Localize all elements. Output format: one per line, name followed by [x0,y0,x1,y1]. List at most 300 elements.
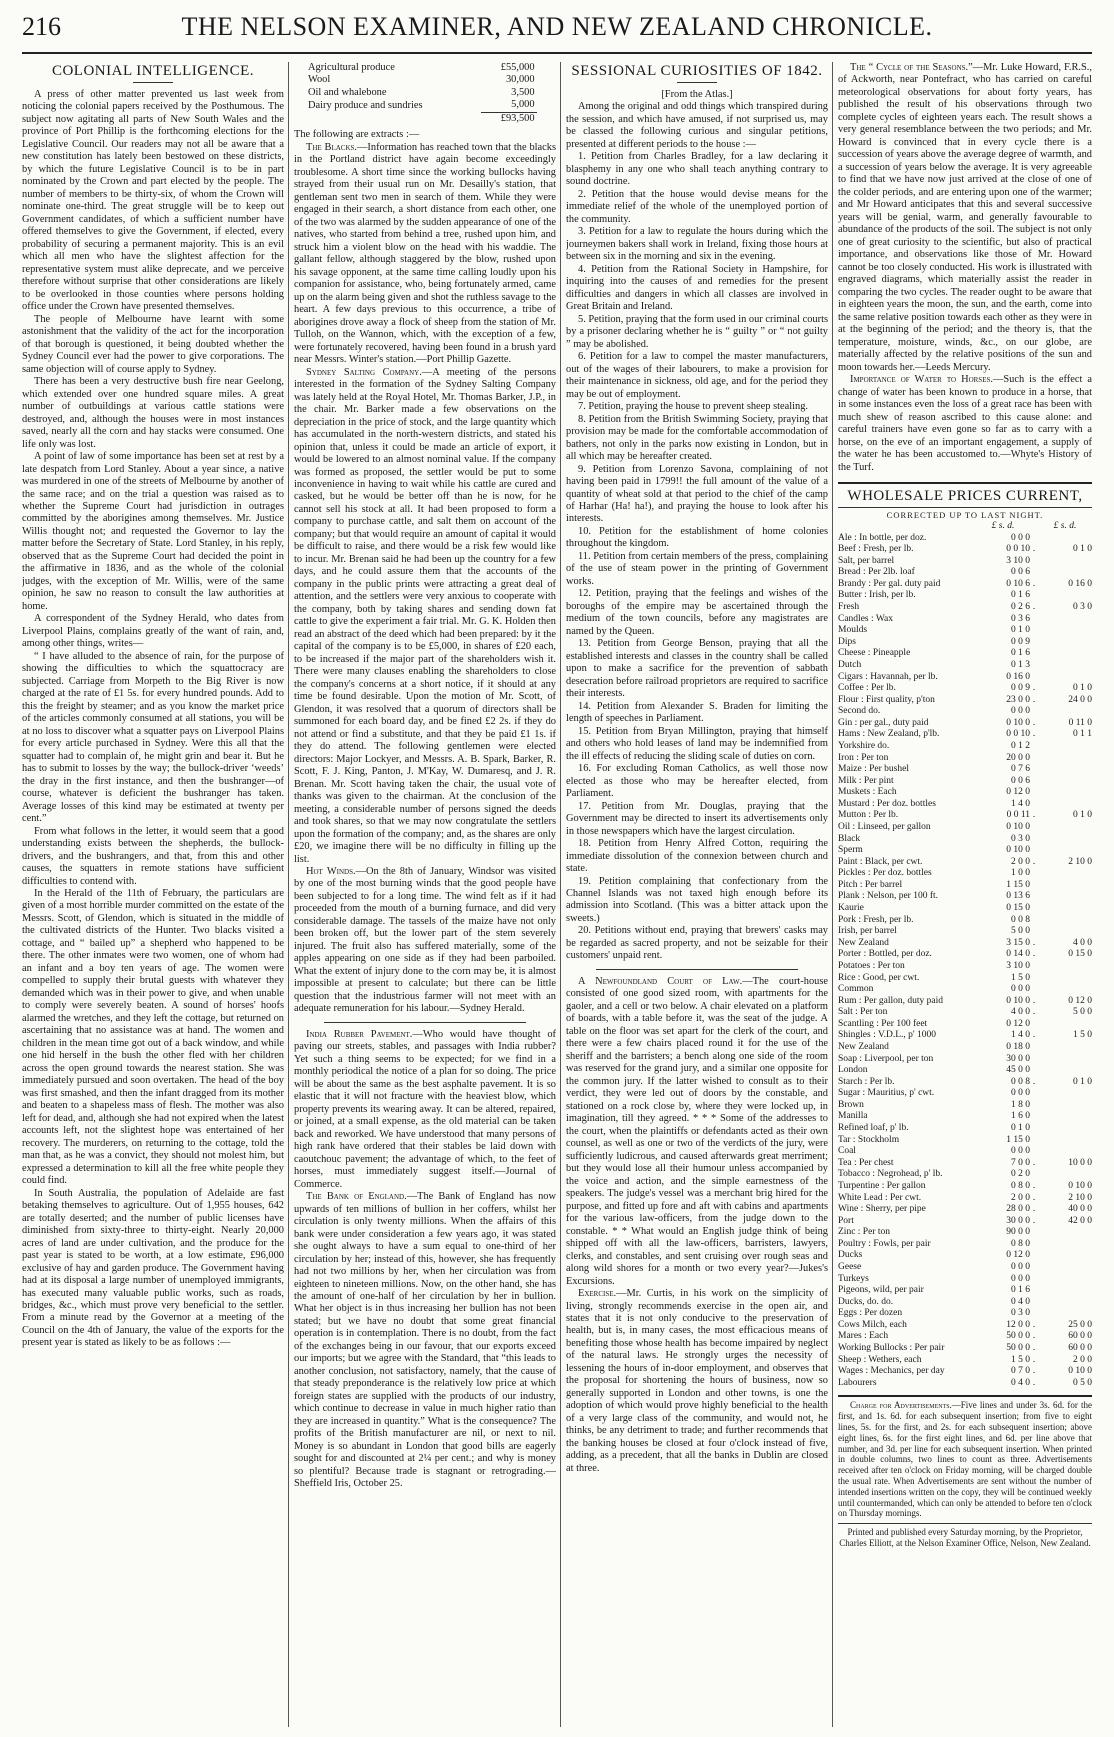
price-high: 2 10 0 [1068,856,1092,867]
price-low: 0 0 9 [1011,636,1030,647]
price-high [1038,891,1092,903]
price-row [838,556,1092,568]
price-high [1038,533,1092,545]
price-low: 3 10 0 [1006,555,1030,566]
price-high: 2 0 0 [1073,1354,1092,1365]
exports-item: Wool [308,74,331,86]
article-text: —The court-house consisted of one good sized room, with apartments for the gaoler, and a cell or two below. A chair elevated on a platform of boards, with a table before it, was the seat of the judge. A table on the floor was set apart for the clerk of the court, and there were a few chairs placed round it for the use of the sheriff and the barristers; a bench along one side of the room was reserved for the grand jury, and a similar one opposite for the common jury. If the latter wished to consult as to their verdict, they were led out of doors by the constable, and stationed on a rock close by, where they were locked up, in imagination, till they agreed. * * * Some of the addresses to the court, when the plaintiffs or defendants acted as their own counsel, as well as one or two of the verdicts of the jury, were sufficiently ludicrous, and caused afterwards great merriment; but they would lose all their humour unless accompanied by the voice and action, and the simple earnestness of the speakers. The judge's vessel was a merchant brig hired for the purpose, and fitted up fore and aft with cabins and apartments for the various law-officers, from the judge down to the constable. * * What would an English judge think of being shipped off with all the law-officers, barristers, lawyers, clerks, and constables, and sent cruising over rough seas and along wild shores for a month or two every year?—Jukes's Excursions. [566,975,828,1287]
price-item: Starch : Per lb. [838,1076,895,1087]
price-high [1038,741,1092,753]
price-high [1038,1065,1092,1077]
price-high [1038,903,1092,915]
price-high [1038,1169,1092,1181]
price-row [838,544,1092,556]
petitions-list [566,151,828,962]
price-row [838,625,1092,637]
exports-value: 30,000 [505,74,535,86]
price-high [1038,614,1092,626]
price-high [1038,984,1092,996]
exports-total: £93,500 [481,112,537,125]
price-separator [1030,1250,1038,1262]
petition-item: 12. Petition, praying that the feelings and wishes of the boroughs of the empire may be ascertained through the medium of the town councils, before any magistrates are named by the Queen. [566,588,828,637]
price-row [838,1135,1092,1147]
column-colonial-intelligence [22,62,284,1727]
petition-item: 7. Petition, praying the house to prevent sheep stealing. [578,401,808,413]
price-low: 45 0 0 [1006,1065,1030,1076]
petition-item: 6. Petition for a law to compel the master manufacturers, out of the wages of their labourers, to make a provision for their maintenance in sickness, old age, and for the period they may be out of employment. [566,351,828,400]
price-row [838,1308,1092,1320]
price-separator [1030,961,1038,973]
price-high: 0 11 0 [1068,717,1092,728]
price-separator [1030,891,1038,903]
price-low: 0 1 2 [1011,740,1030,751]
price-low: 0 4 0 [1011,1296,1030,1307]
price-high [1038,915,1092,927]
price-separator: . [1032,602,1036,613]
price-row [838,1088,1092,1100]
price-row [838,799,1092,811]
price-high [1038,1285,1092,1297]
price-high: 60 0 0 [1068,1343,1092,1354]
price-high [1038,764,1092,776]
price-item: Muskets : Each [838,787,897,798]
prices-title: WHOLESALE PRICES CURRENT, [838,487,1092,508]
price-high: 24 0 0 [1068,694,1092,705]
prices-header-units: £ s. d. [991,521,1015,532]
price-separator [1030,1100,1038,1112]
price-row [838,741,1092,753]
price-high [1038,1135,1092,1147]
masthead [22,12,1092,54]
exports-item: Oil and whalebone [308,86,387,98]
price-row [838,1054,1092,1066]
price-item: Zinc : Per ton [838,1227,890,1238]
price-high: 0 1 0 [1073,1076,1092,1087]
price-item: Poultry : Fowls, per pair [838,1238,931,1249]
price-separator [1030,1111,1038,1123]
price-high [1038,926,1092,938]
price-separator [1030,1227,1038,1239]
column-prices [838,62,1092,1727]
article-text: —Who would have thought of paving our streets, stables, and passages with India rubber? Yet such a thing seems to be expected; for we find in a monthly periodical the notice of a plan for so doing. The price will be about the same as the best asphalte pavement. It is so elastic that it will not fracture with the heaviest blow, which property prevents its wearing away. It can be altered, repaired, or joined, at a small expense, as the old material can be taken back and reworked. We have understood that many persons of high rank have ordered that their stables be laid down with caoutchouc pavement; the advantage of which, to the feet of horses, must immediately suggest itself.—Journal of Commerce. [294,1028,556,1190]
petition-item: 16. For excluding Roman Catholics, as well those now elected as those who may be hereafter elected, from Parliament. [566,763,828,800]
price-row [838,764,1092,776]
article-title: Hot Winds. [306,866,356,877]
price-low: 0 13 6 [1006,891,1030,902]
price-item: Coal [838,1146,856,1157]
price-separator: . [1032,856,1036,867]
price-separator: . [1032,717,1036,728]
price-row [838,834,1092,846]
price-separator [1030,1239,1038,1251]
price-low: 0 0 0 [1011,706,1030,717]
price-low: 0 1 6 [1011,590,1030,601]
price-low: 2 0 0 [1011,1192,1030,1203]
price-separator [1030,1169,1038,1181]
price-row [838,660,1092,672]
price-separator [1030,590,1038,602]
price-separator [1030,648,1038,660]
price-separator [1030,834,1038,846]
article-intro: Among the original and odd things which transpired during the session, and which have amused, if not surprised us, may be classed the following curious and singular petitions, presented at different periods to the house :— [566,101,828,150]
price-item: Working Bullocks : Per pair [838,1343,945,1354]
petition-item: 4. Petition from the Rational Society in Hampshire, for inquiring into the causes of and remedies for the present difficulties and dangers in which all classes are involved in Great Britain and Ireland. [566,263,828,313]
price-high: 0 5 0 [1073,1377,1092,1388]
price-item: Fresh [838,602,860,613]
imprint: Printed and published every Saturday morning, by the Proprietor, Charles Elliott, at the Nelson Examiner Office, Nelson, New Zealand. [838,1523,1092,1549]
price-row [838,915,1092,927]
price-high: 5 0 0 [1073,1007,1092,1018]
price-item: Turkeys [838,1273,869,1284]
price-separator [1030,1274,1038,1286]
price-row [838,1204,1092,1216]
price-high [1038,590,1092,602]
extracts-list [294,142,556,1491]
price-row [838,1007,1092,1019]
petition-item: 10. Petition for the establishment of home colonies throughout the kingdom. [566,525,828,550]
article-title: The “ Cycle of the Seasons.” [850,62,973,73]
price-low: 1 4 0 [1011,1030,1030,1041]
price-item: Paint : Black, per cwt. [838,856,923,867]
price-row [838,672,1092,684]
column-rule [832,62,833,1727]
price-row [838,1378,1092,1390]
advertisement-notice [838,1400,1092,1519]
article-source: [From the Atlas.] [661,89,733,100]
price-separator: . [1032,810,1036,821]
paragraph: In the Herald of the 11th of February, the particulars are given of a most horrible murder committed on the estate of the Messrs. Scott, of Glendon, which is situated in the middle of the cultivated districts of the Hunter. Two blacks visited a cottage, and “ bailed up” a shepherd who happened to be there. The other inmates were two women, one of whom had an infant and a boy ten years of age. The women were compelled to supply their brutal guests with whatever they demanded which was in their power to give, and when unable to comply were severely beaten. A sound of horses' hoofs alarmed the wretches, and they left the cottage, but returned on ascertaining that no assistance was at hand. The women and children in the mean time got out of a back window, and while one hid herself in the bush the other fled with her children across the open ground towards the nearest station. She was immediately pursued and soon overtaken. The head of the boy was first smashed, and then the infant dragged from its mother and beaten to a shapeless mass of flesh. The mother was also left for dead, and, although she had not expired when the latest accounts left, not the slightest hope was entertained of her recovery. The murderers, on returning to the cottage, told the man that, as he was a convict, they should not molest him, but expressed a determination to kill all the free white people they could find. [22,888,284,1187]
price-item: Brandy : Per gal. duty paid [838,578,941,589]
price-separator [1030,903,1038,915]
notice-rule [838,1395,1092,1397]
price-separator [1030,1065,1038,1077]
price-item: Plank : Nelson, per 100 ft. [838,891,939,902]
price-separator [1030,1297,1038,1309]
price-high [1038,637,1092,649]
price-item: Tobacco : Negrohead, p' lb. [838,1169,943,1180]
price-row [838,1019,1092,1031]
price-item: New Zealand [838,1042,889,1052]
price-high: 0 3 0 [1073,602,1092,613]
newfoundland-article [566,976,828,1288]
exports-row [306,62,537,74]
price-row [838,996,1092,1008]
price-high [1038,648,1092,660]
price-row [838,1181,1092,1193]
price-low: 0 0 9 [1011,683,1030,694]
price-row [838,787,1092,799]
price-low: 0 10 0 [1006,717,1030,728]
price-row [838,1065,1092,1077]
price-item: Ducks, do. do. [838,1296,894,1307]
price-item: Black [838,833,861,844]
paragraph: “ I have alluded to the absence of rain, for the purpose of showing the difficulties to which the squattocracy are subjected. Carriage from Morpeth to the Big River is now charged at the rate of £1 5s. for every hundred pounds. Add to this the freight by steamer; and as you know the market price of the articles commonly consumed at all stations, you will be at no loss to discover what a squatter pays on Liverpool Plains for every article purchased in Sydney. Were this all that the squatter had to complain of, he might grin and bear it. But he has to submit to losses by the way; the bullock-driver ‘weeds’ the dray in the first instance, and then the bushranger—of course, whatever is deficient the bushranger has taken. Average losses of this kind may be estimated at twenty per cent.” [22,650,284,825]
price-row [838,880,1092,892]
price-high [1038,973,1092,985]
price-row [838,718,1092,730]
price-row [838,822,1092,834]
price-item: Wine : Sherry, per pipe [838,1204,926,1215]
price-row [838,1146,1092,1158]
price-low: 0 0 0 [1011,1273,1030,1284]
price-separator: . [1032,949,1036,960]
price-low: 0 1 6 [1011,1285,1030,1296]
price-low: 0 10 6 [1006,578,1030,589]
price-high [1038,1239,1092,1251]
article-title: India Rubber Pavement. [306,1028,413,1040]
price-low: 0 3 6 [1011,613,1030,624]
price-item: Beef : Fresh, per lb. [838,544,914,555]
price-row [838,1355,1092,1367]
price-low: 0 12 0 [1006,1250,1030,1261]
price-low: 4 0 0 [1011,1007,1030,1018]
price-item: Coffee : Per lb. [838,683,896,694]
price-item: Ducks [838,1250,863,1261]
price-row [838,1158,1092,1170]
price-separator [1030,787,1038,799]
price-low: 20 0 0 [1006,752,1030,763]
price-item: Flour : First quality, p'ton [838,694,935,705]
price-separator [1030,614,1038,626]
price-high [1038,706,1092,718]
article-text: —On the 8th of January, Windsor was visited by one of the most burning winds that the good people have been subjected to for a long time. The wind felt as if it had proceeded from the mouth of a burning furnace, and did very considerable damage. The tassels of the maize have not only been broken off, but the lower part of the stem severely injured. The fruit also has suffered materially, some of the apples appearing on one side as if they had been parboiled. What the extent of injury done to the corn may be, it is almost impossible at present to calculate; but there can be little question that the industrious farmer will not meet with an adequate remuneration for his labour.—Sydney Herald. [294,866,556,1015]
price-row [838,926,1092,938]
petition-item: 14. Petition from Alexander S. Braden for limiting the length of speeches in Parliament. [566,700,828,725]
price-row [838,648,1092,660]
price-item: Labourers [838,1377,877,1388]
article-separator [324,1022,526,1023]
price-low: 0 0 10 [1006,729,1030,740]
price-low: 0 0 6 [1011,775,1030,786]
price-high: 4 0 0 [1073,937,1092,948]
exercise-article [566,1288,828,1475]
price-item: Pork : Fresh, per lb. [838,914,914,925]
article-text: —Information has reached town that the blacks in the Portland district have again become exceedingly troublesome. A short time since the working bullocks having strayed from their usual run on Mr. Desailly's station, that gentleman sent two men in search of them. While they were engaged in their search, a short distance from each other, one of the two was alarmed by the sudden appearance of one of the natives, who started from behind a tree, rushed upon him, and struck him a violent blow on the head with his waddie. The gallant fellow, although staggered by the blow, rushed upon his savage opponent, at the same time calling loudly upon his companion for assistance, who, being fortunately armed, came up on the alarm being given and shot the ruthless savage to the heart. A few days previous to this occurrence, a tribe of aborigines drove away a flock of sheep from the station of Mr. Tulloh, on the Wannon, which, with the exception of a few, were fortunately recovered, having been found in a brush yard near Messrs. Winter's station.—Port Phillip Gazette. [294,141,556,366]
price-item: Rum : Per gallon, duty paid [838,995,944,1006]
price-separator [1030,637,1038,649]
price-high [1038,625,1092,637]
price-item: Butter : Irish, per lb. [838,590,916,601]
price-low: 0 1 3 [1011,659,1030,670]
prices-subtitle: CORRECTED UP TO LAST NIGHT. [886,509,1044,520]
price-item: Tea : Per chest [838,1157,894,1168]
price-high [1038,1274,1092,1286]
price-low: 28 0 0 [1006,1204,1030,1215]
price-low: 5 0 0 [1011,926,1030,937]
price-low: 0 18 0 [1006,1042,1030,1052]
price-high [1038,1308,1092,1320]
price-row [838,1111,1092,1123]
price-row [838,602,1092,614]
price-row [838,1366,1092,1378]
price-high [1038,961,1092,973]
price-row [838,1343,1092,1355]
price-high [1038,834,1092,846]
price-row [838,729,1092,741]
price-low: 1 4 0 [1011,798,1030,809]
price-separator [1030,706,1038,718]
article-text: —Mr. Luke Howard, F.R.S., of Ackworth, near Pontefract, who has carried on careful meteorological observations for about forty years, has published the result of his observations through two complete cycles of eighteen years each. The result shows a very general resemblance between the two periods; and Mr. Howard is convinced that in every cycle there is a succession of years above the average degree of warmth, and a succession of years below the average. It is very agreeable to find that we have now just arrived at the close of one of the colder periods, and are entering upon one of the warmer; and Mr Howard anticipates that this and several successive years will be genial, warm, and generally favourable to abundance of the products of the soil. The subject is not only one of great curiosity to the scientific, but also of practical importance, and observations like those of Mr. Howard cannot be too closely conducted. His work is illustrated with engraved diagrams, which materially assist the reader in comparing the two cycles. The reader ought to be aware that in eighteen years the moon, the sun, and the earth, come into the same relative position towards each other as they were in at the beginning of the period; and the theory is, that the temperature, moisture, winds, &c., on our globe, are materially affected by the relative positions of the sun and moon towards her.—Leeds Mercury. [838,62,1092,373]
price-low: 0 4 0 [1011,1377,1030,1388]
price-item: Mares : Each [838,1331,889,1342]
price-row [838,706,1092,718]
price-row [838,695,1092,707]
price-low: 0 0 10 [1006,544,1030,555]
price-item: Maize : Per bushel [838,764,909,775]
price-low: 1 15 0 [1006,1134,1030,1145]
price-row [838,949,1092,961]
petition-item: 9. Petition from Lorenzo Savona, complaining of not having been paid in 1799!! the full amount of the value of a quantity of wheat sold at that period to the chief of the camp of Harhar (Ha! ha!), and praying the house to look after his interests. [566,463,828,525]
price-separator [1030,741,1038,753]
price-low: 0 7 6 [1011,764,1030,775]
extract-article [294,1029,556,1191]
price-row [838,1193,1092,1205]
price-row [838,1331,1092,1343]
price-low: 0 12 0 [1006,787,1030,798]
price-separator: . [1032,694,1036,705]
extract-article [294,142,556,367]
price-low: 0 0 0 [1011,984,1030,995]
exports-total-row [306,112,537,125]
heading-rule [677,82,717,83]
price-item: Scantling : Per 100 feet [838,1018,928,1029]
price-low: 3 15 0 [1006,937,1030,948]
price-row [838,1216,1092,1228]
price-item: Yorkshire do. [838,740,890,751]
price-high [1038,880,1092,892]
price-item: White Lead : Per cwt. [838,1192,922,1203]
price-row [838,1285,1092,1297]
price-high [1038,556,1092,568]
price-low: 0 14 0 [1006,949,1030,960]
article-text: —A meeting of the persons interested in the formation of the Sydney Salting Company was lately held at the Royal Hotel, Mr. Thomas Barker, J.P., in the chair. Mr. Barker made a few observations on the depreciation in the price of stock, and the large quantity which has accumulated in the north-western districts, and stated his opinion that, unless it could be made an article of export, it would be lowered to an almost nominal value. If the company was formed as proposed, the settler would be put to some inconvenience in having to wait while his cattle are cured and casked, but he would be better off than he is now, for he cannot sell his stock at all. It had been proposed to form a company to purchase cattle, and salt them on account of the company; but that would require an amount of capital it would be difficult to raise, and there would be a risk few would like to incur. Mr. Brenan said he had been up the country for a few days, and he could assure them that the accounts of the company in the public prints were attracting a great deal of attention, and the settlers were very anxious to cooperate with the company, both by taking shares and sending down fat cattle to give the experiment a fair trial. Mr. G. K. Holden then read an abstract of the deed which had been prepared: by it the capital of the company is to be £5,000, in shares of £20 each, to be increased if the major part of the shareholders wish it. There were many clauses enabling the shareholders to close the company's concerns at a short notice, if it should at any time be found desirable. Upon the motion of Mr. Scott, of Glendon, it was resolved that a quorum of directors shall be summoned for each board day, and be fined £2 2s. if they do not attend or find a substitute, and that they be paid £1 1s. if they do attend. The following gentlemen were elected directors: Major Lockyer, and Messrs. A. B. Spark, Barker, R. Scott, F. J. King, Panton, J. M'Kay, W. Dumaresq, and J. R. Brenan. Mr. Scott having taken the chair, the usual vote of thanks was given to the chairman. At the conclusion of the meeting, a considerable number of persons signed the deeds and took shares, so that we may now congratulate the settlers upon the formation of the company; and, as the shares are only £20, we imagine there will be no difficulty in filling up the list. [294,366,556,865]
price-separator [1030,1285,1038,1297]
price-row [838,753,1092,765]
price-low: 0 0 8 [1011,914,1030,925]
price-separator [1030,1042,1038,1054]
price-high [1038,660,1092,672]
price-item: Milk : Per pint [838,775,894,786]
price-item: Salt : Per ton [838,1007,888,1018]
price-item: Turpentine : Per gallon [838,1180,926,1191]
price-separator: . [1032,1180,1036,1191]
price-separator [1030,625,1038,637]
price-row [838,891,1092,903]
price-row [838,1042,1092,1054]
price-separator: . [1032,683,1036,694]
price-low: 0 0 11 [1006,810,1030,821]
price-low: 0 8 0 [1011,1180,1030,1191]
price-high: 60 0 0 [1068,1331,1092,1342]
price-low: 0 3 0 [1011,1308,1030,1319]
price-low: 0 2 6 [1011,602,1030,613]
price-separator: . [1032,995,1036,1006]
price-separator [1030,1135,1038,1147]
price-low: 1 5 0 [1011,972,1030,983]
price-separator [1030,1088,1038,1100]
price-high: 0 10 0 [1068,1180,1092,1191]
price-separator [1030,753,1038,765]
price-row [838,1227,1092,1239]
price-item: Candles : Wax [838,613,893,624]
price-row [838,857,1092,869]
article-text: —Such is the effect a change of water has been known to produce in a horse, that in some instances even the loss of a great race has been with much shew of reason ascribed to this cause alone: and careful trainers have even gone so far as to carry with a horse, on the eve of an important engagement, a supply of the water he has been accustomed to.—Whyte's History of the Turf. [838,374,1092,473]
price-item: Salt, per barrel [838,555,895,566]
price-separator [1030,822,1038,834]
price-item: Port [838,1215,854,1226]
price-low: 0 1 0 [1011,625,1030,636]
price-separator: . [1032,1343,1036,1354]
paragraph: A correspondent of the Sydney Herald, who dates from Liverpool Plains, complains greatly of the want of rain, and, among other things, writes— [22,613,284,650]
section-heading: COLONIAL INTELLIGENCE. [51,63,255,79]
price-high [1038,1146,1092,1158]
price-separator [1030,984,1038,996]
price-high [1038,1100,1092,1112]
price-high: 1 5 0 [1073,1030,1092,1041]
price-low: 0 0 0 [1011,1088,1030,1099]
price-high [1038,1227,1092,1239]
extract-article [294,1191,556,1491]
price-low: 0 0 0 [1011,532,1030,543]
price-row [838,1123,1092,1135]
price-row [838,938,1092,950]
price-item: Potatoes : Per ton [838,960,905,971]
price-high [1038,1019,1092,1031]
price-item: Gin : per gal., duty paid [838,717,929,728]
price-separator [1030,660,1038,672]
extracts-intro: The following are extracts :— [294,129,420,141]
price-row [838,903,1092,915]
price-low: 0 15 0 [1006,903,1030,914]
column-rule [560,62,561,1727]
price-item: Wages : Mechanics, per day [838,1366,945,1377]
price-low: 0 10 0 [1006,845,1030,856]
price-separator: . [1032,1076,1036,1087]
price-item: Cigars : Havannah, per lb. [838,671,938,682]
price-separator [1030,533,1038,545]
extract-article [294,367,556,866]
price-high [1038,567,1092,579]
price-low: 23 0 0 [1006,694,1030,705]
price-separator [1030,1019,1038,1031]
price-low: 0 12 0 [1006,1018,1030,1029]
price-item: Tar : Stockholm [838,1134,900,1145]
column-sessional-curiosities [566,62,828,1727]
petition-item: 3. Petition for a law to regulate the hours during which the journeymen bakers shall work in Ireland, fixing those hours at between six in the morning and six in the evening. [566,226,828,263]
page-number: 216 [22,12,61,41]
price-separator: . [1032,1204,1036,1215]
price-separator: . [1032,1030,1036,1041]
section-heading: SESSIONAL CURIOSITIES OF 1842. [571,63,823,79]
price-high: 0 1 0 [1073,810,1092,821]
prices-box [838,482,1092,1389]
price-row [838,776,1092,788]
price-low: 0 7 0 [1011,1366,1030,1377]
price-row [838,868,1092,880]
notice-text: —Five lines and under 3s. 6d. for the first, and 1s. 6d. for each subsequent insertion; from five to eight lines, 5s. for the first, and 2s. for each subsequent insertion; above eight lines, 6s. for the first eight lines, and 6d. per line above that number, and 3d. per line for each subsequent insertion. When printed in double columns, two lines to count as three. Advertisements received after ten o'clock on Friday morning, will be charged double the usual rate. When Advertisements are sent without the number of intended insertions written on the copy, they will be continued weekly until countermanded, which can only be attended to before ten o'clock on Thursday mornings. [838,1400,1092,1519]
price-separator: . [1032,544,1036,555]
price-item: Irish, per barrel [838,926,897,937]
price-low: 0 10 0 [1006,822,1030,833]
price-low: 30 0 0 [1006,1215,1030,1226]
price-high: 0 1 0 [1073,683,1092,694]
price-low: 0 8 0 [1011,1238,1030,1249]
price-item: Pigeons, wild, per pair [838,1285,924,1296]
price-low: 0 1 6 [1011,648,1030,659]
price-high [1038,822,1092,834]
price-high [1038,1042,1092,1054]
price-separator [1030,567,1038,579]
